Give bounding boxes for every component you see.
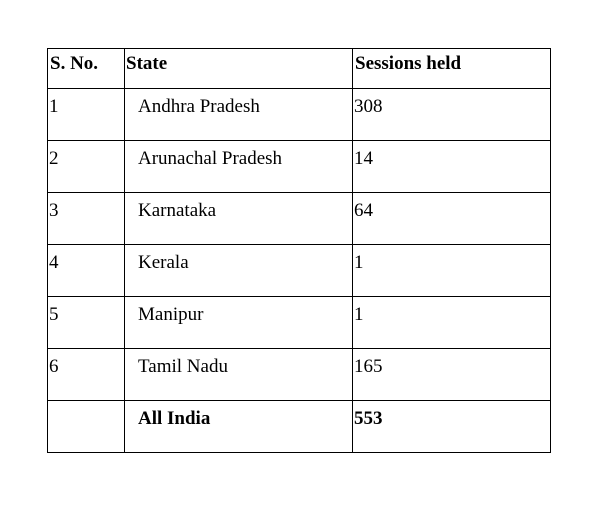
cell-sessions: 308 [353, 89, 551, 141]
header-state: State [125, 49, 353, 89]
total-serial-number [48, 401, 125, 453]
cell-state: Arunachal Pradesh [125, 141, 353, 193]
cell-sessions: 1 [353, 245, 551, 297]
header-serial-number: S. No. [48, 49, 125, 89]
header-row [48, 49, 551, 89]
cell-serial-number: 5 [48, 297, 125, 349]
table-row [48, 245, 551, 297]
total-sessions: 553 [353, 401, 551, 453]
cell-state: Andhra Pradesh [125, 89, 353, 141]
table-row [48, 297, 551, 349]
cell-sessions: 165 [353, 349, 551, 401]
cell-sessions: 1 [353, 297, 551, 349]
cell-state: Karnataka [125, 193, 353, 245]
cell-serial-number: 4 [48, 245, 125, 297]
cell-state: Kerala [125, 245, 353, 297]
sessions-table [47, 48, 551, 453]
cell-state: Tamil Nadu [125, 349, 353, 401]
header-sessions-held: Sessions held [353, 49, 551, 89]
cell-serial-number: 1 [48, 89, 125, 141]
cell-sessions: 64 [353, 193, 551, 245]
cell-sessions: 14 [353, 141, 551, 193]
total-label: All India [125, 401, 353, 453]
cell-serial-number: 2 [48, 141, 125, 193]
table-row [48, 141, 551, 193]
cell-serial-number: 3 [48, 193, 125, 245]
table-row [48, 89, 551, 141]
total-row [48, 401, 551, 453]
table-row [48, 349, 551, 401]
cell-state: Manipur [125, 297, 353, 349]
cell-serial-number: 6 [48, 349, 125, 401]
table-row [48, 193, 551, 245]
